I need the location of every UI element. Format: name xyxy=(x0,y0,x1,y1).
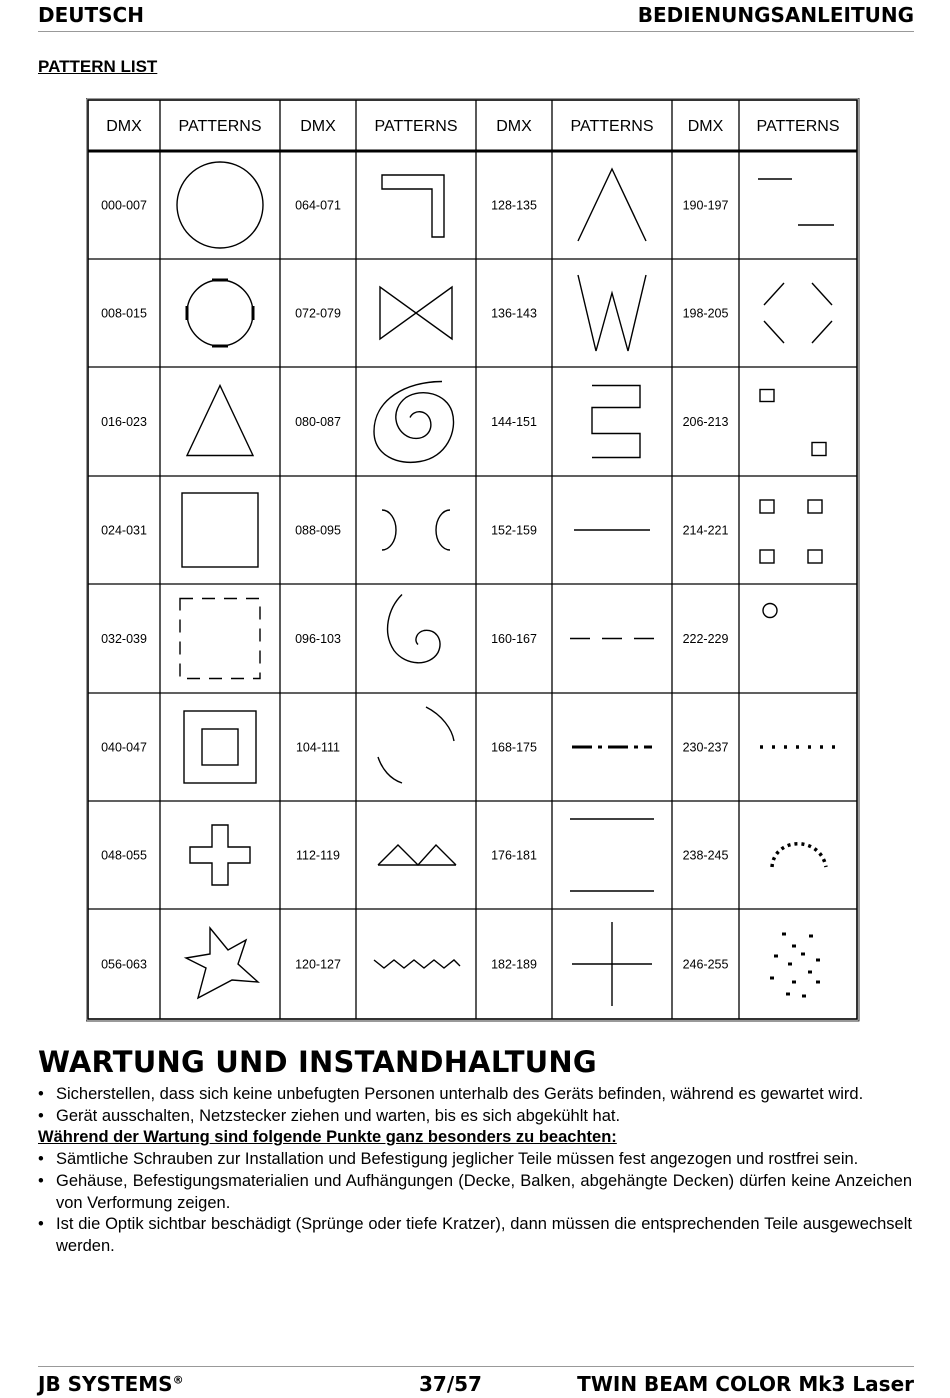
dmx-range-label: 008-015 xyxy=(101,306,147,321)
column-header: PATTERNS xyxy=(756,118,840,135)
nested-squares-icon xyxy=(184,711,256,783)
dmx-range-label: 136-143 xyxy=(491,306,537,321)
dmx-range-label: 064-071 xyxy=(295,198,341,213)
dmx-range-label: 222-229 xyxy=(682,632,729,646)
two-arcs-icon xyxy=(378,707,454,783)
bullet-list-b xyxy=(38,1149,912,1258)
dmx-range-label: 104-111 xyxy=(295,740,341,755)
crosshair-icon xyxy=(572,922,652,1006)
broken-diamond-icon xyxy=(764,283,832,343)
circle-with-ticks-icon xyxy=(187,280,253,346)
dmx-range-label: 048-055 xyxy=(101,848,147,863)
section-title: WARTUNG UND INSTANDHALTUNG xyxy=(38,1045,597,1079)
cross-icon xyxy=(190,825,250,885)
column-header: PATTERNS xyxy=(178,118,262,135)
dmx-range-label: 040-047 xyxy=(101,740,147,755)
bullet-icon: • xyxy=(38,1085,44,1103)
opposing-arcs-icon xyxy=(382,510,450,550)
parallel-lines-icon xyxy=(570,819,654,891)
list-item: • Sicherstellen, dass sich keine unbefugten Personen unterhalb des Geräts befinden, während es gewartet wird. xyxy=(38,1084,912,1106)
page-footer xyxy=(38,1366,914,1398)
column-header: DMX xyxy=(496,118,532,135)
maintenance-text xyxy=(38,1084,912,1258)
dmx-range-label: 120-127 xyxy=(295,957,341,972)
pattern-list-title: PATTERN LIST xyxy=(38,57,158,76)
column-header: DMX xyxy=(300,118,336,135)
l-shape-icon xyxy=(382,175,444,237)
header-doc-type: BEDIENUNGSANLEITUNG xyxy=(637,3,914,27)
w-shape-icon xyxy=(578,275,646,351)
bowtie-icon xyxy=(380,287,452,339)
dmx-range-label: 190-197 xyxy=(682,198,729,213)
hook-spiral-icon xyxy=(388,595,440,663)
dmx-range-label: 080-087 xyxy=(295,415,341,429)
footer-page-number: 37/57 xyxy=(419,1372,482,1396)
dashed-square-icon xyxy=(180,599,260,679)
dmx-range-label: 128-135 xyxy=(491,198,537,213)
dmx-range-label: 024-031 xyxy=(101,523,147,538)
table-outer-border xyxy=(86,98,859,1021)
dmx-range-label: 096-103 xyxy=(295,632,341,646)
registered-mark: ® xyxy=(172,1373,184,1387)
dmx-range-label: 112-119 xyxy=(295,848,341,863)
dmx-range-label: 056-063 xyxy=(101,957,147,972)
bullet-list-a xyxy=(38,1084,912,1127)
dmx-range-label: 198-205 xyxy=(682,306,729,321)
square-icon xyxy=(182,493,258,567)
column-header: DMX xyxy=(687,118,724,135)
bullet-icon: • xyxy=(38,1215,44,1234)
column-header: PATTERNS xyxy=(374,118,458,135)
dmx-range-label: 144-151 xyxy=(491,415,537,429)
dmx-range-label: 160-167 xyxy=(491,632,537,646)
serpentine-icon xyxy=(592,386,640,458)
two-small-squares-icon xyxy=(760,390,826,456)
dmx-range-label: 214-221 xyxy=(682,523,729,538)
page-header xyxy=(38,3,914,32)
star-icon xyxy=(186,928,258,998)
header-language: DEUTSCH xyxy=(38,3,144,27)
spiral-icon xyxy=(374,382,454,463)
column-header: DMX xyxy=(106,118,142,135)
two-peaks-icon xyxy=(378,845,456,865)
circle-icon xyxy=(177,162,263,248)
dmx-range-label: 072-079 xyxy=(295,306,341,321)
bullet-icon: • xyxy=(38,1106,44,1125)
footer-product: TWIN BEAM COLOR Mk3 Laser xyxy=(577,1372,914,1396)
list-item: • Ist die Optik sichtbar beschädigt (Sprünge oder tiefe Kratzer), dann müssen die entsprechenden Teile ausgewechselt werden. xyxy=(38,1215,912,1255)
dmx-range-label: 032-039 xyxy=(101,632,147,646)
dmx-range-label: 000-007 xyxy=(101,198,147,213)
triangle-icon xyxy=(187,386,253,456)
dmx-range-label: 246-255 xyxy=(682,957,729,972)
dmx-range-label: 168-175 xyxy=(491,740,537,755)
dmx-range-label: 152-159 xyxy=(491,523,537,538)
dmx-range-label: 016-023 xyxy=(101,415,147,429)
inverted-v-icon xyxy=(578,169,646,241)
list-item: • Sämtliche Schrauben zur Installation und Befestigung jeglicher Teile müssen fest angezogen und rostfrei sein. xyxy=(38,1149,912,1171)
dmx-range-label: 176-181 xyxy=(491,848,537,863)
bullet-icon: • xyxy=(38,1171,44,1190)
pattern-table xyxy=(86,98,860,1022)
dmx-range-label: 206-213 xyxy=(682,415,729,429)
zigzag-icon xyxy=(374,960,460,968)
list-item: • Gerät ausschalten, Netzstecker ziehen und warten, bis es sich abgekühlt hat. xyxy=(38,1106,912,1128)
four-small-squares-icon xyxy=(760,500,822,563)
bullet-icon: • xyxy=(38,1150,44,1169)
dmx-range-label: 238-245 xyxy=(682,848,729,863)
footer-brand: JB SYSTEMS® xyxy=(38,1372,184,1396)
column-header: PATTERNS xyxy=(570,118,654,135)
list-item: • Gehäuse, Befestigungsmaterialien und Aufhängungen (Decke, Balken, abgehängte Decken) dürfen keine Anzeichen von Verformung zeigen. xyxy=(38,1171,912,1212)
dotted-arc-icon xyxy=(772,844,826,867)
small-circle-icon xyxy=(763,604,777,618)
dmx-range-label: 088-095 xyxy=(295,523,341,538)
two-offset-lines-icon xyxy=(758,179,834,225)
table-border xyxy=(88,100,857,1019)
dmx-range-label: 182-189 xyxy=(491,957,537,972)
dmx-range-label: 230-237 xyxy=(682,740,729,755)
emphasis-heading: Während der Wartung sind folgende Punkte ganz besonders zu beachten: xyxy=(38,1128,617,1147)
scattered-dots-icon xyxy=(770,933,820,998)
